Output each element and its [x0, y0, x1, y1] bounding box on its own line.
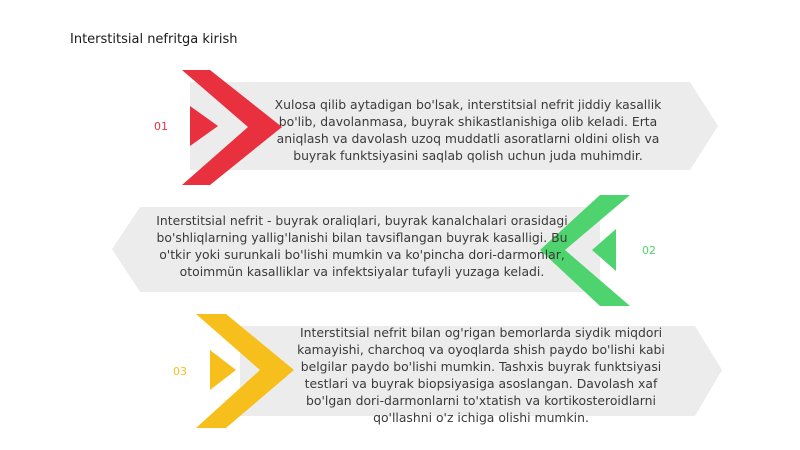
item-number-1: 01	[154, 120, 168, 133]
item-number-2: 02	[642, 244, 656, 257]
slide-title: Interstitsial nefritga kirish	[70, 32, 238, 47]
item-text-2: Interstitsial nefrit - buyrak oraliqlari, buyrak kanalchalari orasidagi bo'shliqlarning yallig'lanishi bilan tavsiflangan buyrak kasalligi. Bu o'tkir yoki surunkali bo'lishi mumkin va ko'pincha dori-darmonlar, otoimmün kasalliklar va infektsiyalar tufayli yuzaga keladi.	[156, 213, 568, 279]
item-text-3: Interstitsial nefrit bilan og'rigan bemorlarda siydik miqdori kamayishi, charchoq va oyoqlarda shish paydo bo'lishi kabi belgilar paydo bo'lishi mumkin. Tashxis buyrak funktsiyasi testlari va buyrak biopsiyasiga asoslangan. Davolash xaf bo'lgan dori-darmonlarni to'xtatish va kortikosteroidlarni qo'llashni o'z ichiga olishi mumkin.	[297, 325, 665, 425]
item-number-3: 03	[173, 365, 187, 378]
item-text-1: Xulosa qilib aytadigan bo'lsak, interstitsial nefrit jiddiy kasallik bo'lib, davolanmasa, buyrak shikastlanishiga olib keladi. Erta aniqlash va davolash uzoq muddatli asoratlarni oldini olish va buyrak funktsiyasini saqlab qolish uchun juda muhimdir.	[274, 97, 662, 163]
